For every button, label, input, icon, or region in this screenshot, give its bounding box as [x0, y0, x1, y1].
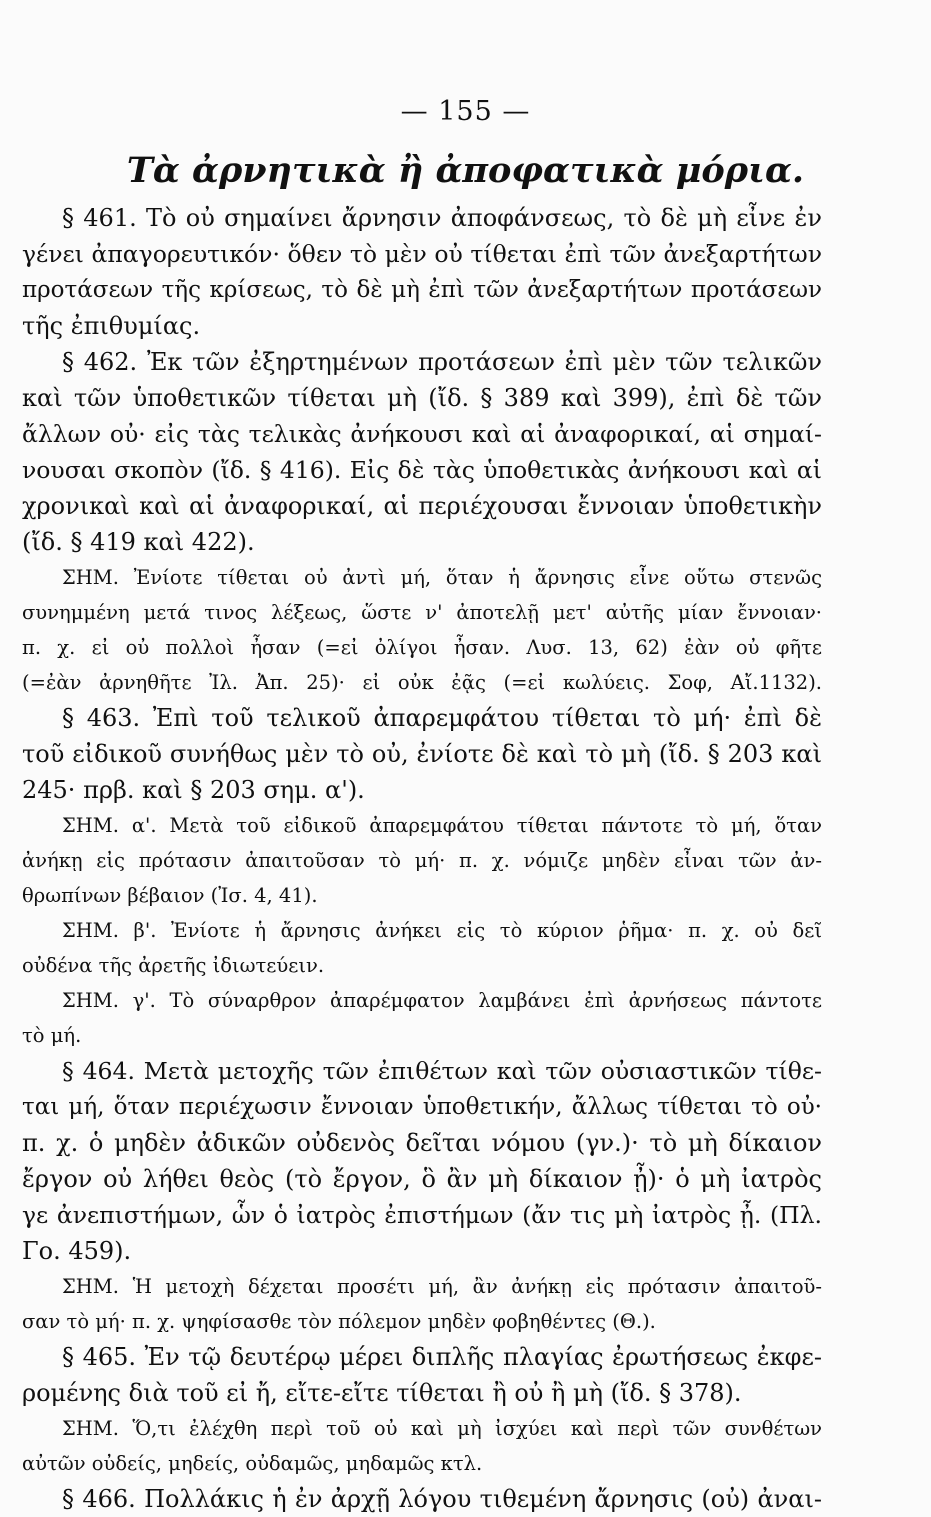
text-line: § 465. Ἐν τῷ δευτέρῳ μέρει διπλῆς πλαγίας ἐρωτήσεως ἐκφε- — [62, 1343, 822, 1371]
text-line: ἔργον οὐ λήθει θεὸς (τὸ ἔργον, ὃ ἂν μὴ δίκαιον ᾖ)· ὁ μὴ ἰατρὸς — [22, 1165, 822, 1193]
text-line: συνημμένη μετά τινος λέξεως, ὥστε ν' ἀποτελῇ μετ' αὐτῆς μίαν ἔννοιαν· — [22, 601, 822, 624]
text-line: π. χ. εἰ οὐ πολλοὶ ἦσαν (=εἰ ὀλίγοι ἦσαν. Λυσ. 13, 62) ἐὰν οὐ φῆτε — [22, 636, 822, 659]
text-line: προτάσεων τῆς κρίσεως, τὸ δὲ μὴ ἐπὶ τῶν ἀνεξαρτήτων προτάσεων — [22, 277, 822, 303]
text-line: (=ἐὰν ἀρνηθῆτε Ἰλ. Ἀπ. 25)· εἰ οὐκ ἐᾷς (=εἰ κωλύεις. Σοφ, Αἴ.1132). — [22, 671, 822, 694]
text-line: ΣΗΜ. Ὅ,τι ἐλέχθη περὶ τοῦ οὐ καὶ μὴ ἰσχύει καὶ περὶ τῶν συνθέτων — [62, 1417, 822, 1440]
text-line: νουσαι σκοπὸν (ἴδ. § 416). Εἰς δὲ τὰς ὑποθετικὰς ἀνήκουσι καὶ αἱ — [22, 456, 822, 484]
body-text — [22, 200, 822, 1517]
text-line: ἀνήκῃ εἰς πρότασιν ἀπαιτοῦσαν τὸ μή· π. χ. νόμιζε μηδὲν εἶναι τῶν ἀν- — [22, 849, 822, 872]
text-line: § 464. Μετὰ μετοχῆς τῶν ἐπιθέτων καὶ τῶν οὐσιαστικῶν τίθε- — [62, 1057, 822, 1085]
text-line: (ἴδ. § 419 καὶ 422). — [22, 528, 255, 556]
text-line: τῆς ἐπιθυμίας. — [22, 312, 201, 340]
text-line: καὶ τῶν ὑποθετικῶν τίθεται μὴ (ἴδ. § 389 καὶ 399), ἐπὶ δὲ τῶν — [22, 384, 822, 412]
text-line: § 463. Ἐπὶ τοῦ τελικοῦ ἀπαρεμφάτου τίθεται τὸ μή· ἐπὶ δὲ — [62, 704, 822, 732]
text-line: § 466. Πολλάκις ἡ ἐν ἀρχῇ λόγου τιθεμένη ἄρνησις (οὐ) ἀναι- — [62, 1485, 822, 1513]
page-number: — 155 — — [400, 96, 531, 127]
text-line: ΣΗΜ. γ'. Τὸ σύναρθρον ἀπαρέμφατον λαμβάνει ἐπὶ ἀρνήσεως πάντοτε — [62, 989, 822, 1012]
text-line: ΣΗΜ. Ἐνίοτε τίθεται οὐ ἀντὶ μή, ὅταν ἡ ἄρνησις εἶνε οὕτω στενῶς — [62, 566, 822, 589]
text-line: ρομένης διὰ τοῦ εἰ ἤ, εἴτε-εἴτε τίθεται ἢ οὐ ἢ μὴ (ἴδ. § 378). — [22, 1379, 742, 1407]
text-line: αὐτῶν οὐδείς, μηδείς, οὐδαμῶς, μηδαμῶς κτλ. — [22, 1452, 483, 1475]
text-line: οὐδένα τῆς ἀρετῆς ἰδιωτεύειν. — [22, 954, 325, 977]
text-line: § 462. Ἐκ τῶν ἐξηρτημένων προτάσεων ἐπὶ μὲν τῶν τελικῶν — [62, 348, 822, 376]
text-line: ἄλλων οὐ· εἰς τὰς τελικὰς ἀνήκουσι καὶ αἱ ἀναφορικαί, αἱ σημαί- — [22, 420, 822, 448]
text-line: ται μή, ὅταν περιέχωσιν ἔννοιαν ὑποθετικήν, ἄλλως τίθεται τὸ οὐ· — [22, 1094, 822, 1120]
text-line: τὸ μή. — [22, 1024, 82, 1047]
text-line: θρωπίνων βέβαιον (Ἰσ. 4, 41). — [22, 884, 318, 907]
text-line: γε ἀνεπιστήμων, ὧν ὁ ἰατρὸς ἐπιστήμων (ἄν τις μὴ ἰατρὸς ᾖ. (Πλ. — [22, 1201, 822, 1229]
text-line: ΣΗΜ. Ἡ μετοχὴ δέχεται προσέτι μή, ἂν ἀνήκῃ εἰς πρότασιν ἀπαιτοῦ- — [62, 1275, 822, 1298]
text-line: τοῦ εἰδικοῦ συνήθως μὲν τὸ οὐ, ἐνίοτε δὲ καὶ τὸ μὴ (ἴδ. § 203 καὶ — [22, 740, 822, 768]
text-line: 245· πρβ. καὶ § 203 σημ. α'). — [22, 776, 365, 804]
text-line: ΣΗΜ. β'. Ἐνίοτε ἡ ἄρνησις ἀνήκει εἰς τὸ κύριον ῥῆμα· π. χ. οὐ δεῖ — [62, 919, 822, 942]
section-heading: Τὰ ἀρνητικὰ ἢ ἀποφατικὰ μόρια. — [126, 150, 805, 191]
text-line: γένει ἀπαγορευτικόν· ὅθεν τὸ μὲν οὐ τίθεται ἐπὶ τῶν ἀνεξαρτήτων — [22, 240, 822, 268]
text-line: ΣΗΜ. α'. Μετὰ τοῦ εἰδικοῦ ἀπαρεμφάτου τίθεται πάντοτε τὸ μή, ὅταν — [62, 814, 822, 837]
text-line: Γο. 459). — [22, 1237, 132, 1265]
text-line: σαν τὸ μή· π. χ. ψηφίσασθε τὸν πόλεμον μηδὲν φοβηθέντες (Θ.). — [22, 1310, 656, 1333]
text-line: π. χ. ὁ μηδὲν ἀδικῶν οὐδενὸς δεῖται νόμου (γν.)· τὸ μὴ δίκαιον — [22, 1129, 822, 1157]
text-line: § 461. Τὸ οὐ σημαίνει ἄρνησιν ἀποφάνσεως, τὸ δὲ μὴ εἶνε ἐν — [62, 204, 822, 232]
text-line: χρονικαὶ καὶ αἱ ἀναφορικαί, αἱ περιέχουσαι ἔννοιαν ὑποθετικὴν — [22, 492, 822, 520]
